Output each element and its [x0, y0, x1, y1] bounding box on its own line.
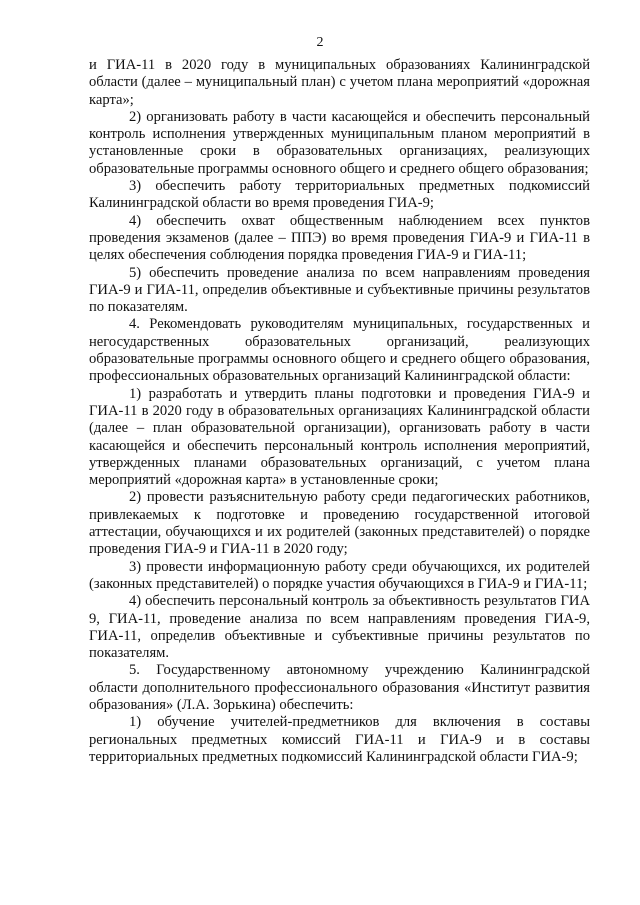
document-body — [89, 57, 590, 766]
paragraph-section-4: 4. Рекомендовать руководителям муниципальных, государственных и негосударственных образовательных организаций, реализующих образовательные программы основного общего и среднего общего образования, профессиональных образовательных организаций Калининградской области: — [89, 316, 590, 385]
paragraph-section-4-item-4: 4) обеспечить персональный контроль за объективность результатов ГИА 9, ГИА-11, проведение анализа по всем направлениям проведения ГИА-9, ГИА-11, определив объективные и субъективные причины результатов по показателям. — [89, 593, 590, 662]
page-number: 2 — [316, 35, 324, 50]
paragraph-section-4-item-2: 2) провести разъяснительную работу среди педагогических работников, привлекаемых к подготовке и проведению государственной итоговой аттестации, обучающихся и их родителей (законных представителей) о порядке проведения ГИА-9 и ГИА-11 в 2020 году; — [89, 489, 590, 558]
paragraph-section-5: 5. Государственному автономному учреждению Калининградской области дополнительного профессионального образования «Институт развития образования» (Л.А. Зорькина) обеспечить: — [89, 662, 590, 713]
paragraph-section-5-item-1: 1) обучение учителей-предметников для включения в составы региональных предметных комиссий ГИА-11 и ГИА-9 и в составы территориальных предметных подкомиссий Калининградской области ГИА-9; — [89, 714, 590, 765]
paragraph-item-2: 2) организовать работу в части касающейся и обеспечить персональный контроль исполнения утвержденных муниципальным планом мероприятий в установленные сроки в образовательных организациях, реализующих образовательные программы основного общего и среднего общего образования; — [89, 108, 590, 177]
paragraph-section-4-item-3: 3) провести информационную работу среди обучающихся, их родителей (законных представителей) о порядке участия обучающихся в ГИА-9 и ГИА-11; — [89, 558, 590, 592]
paragraph-item-5: 5) обеспечить проведение анализа по всем направлениям проведения ГИА-9 и ГИА-11, определив объективные и субъективные причины результатов по показателям. — [89, 264, 590, 316]
paragraph-item-3: 3) обеспечить работу территориальных предметных подкомиссий Калининградской области во время проведения ГИА-9; — [89, 178, 590, 212]
paragraph-continuation: и ГИА-11 в 2020 году в муниципальных образованиях Калининградской области (далее – муниципальный план) с учетом плана мероприятий «дорожная карта»; — [89, 57, 590, 108]
paragraph-item-4: 4) обеспечить охват общественным наблюдением всех пунктов проведения экзаменов (далее – ППЭ) во время проведения ГИА-9 и ГИА-11 в целях обеспечения соблюдения порядка проведения ГИА-9 и ГИА-11; — [89, 212, 590, 264]
paragraph-section-4-item-1: 1) разработать и утвердить планы подготовки и проведения ГИА-9 и ГИА-11 в 2020 году в образовательных организациях Калининградской области (далее – план образовательной организации), организовать работу в части касающейся и обеспечить персональный контроль исполнения мероприятий, утвержденных планами образовательных организаций, с учетом плана мероприятий «дорожная карта» в установленные сроки; — [89, 385, 590, 489]
